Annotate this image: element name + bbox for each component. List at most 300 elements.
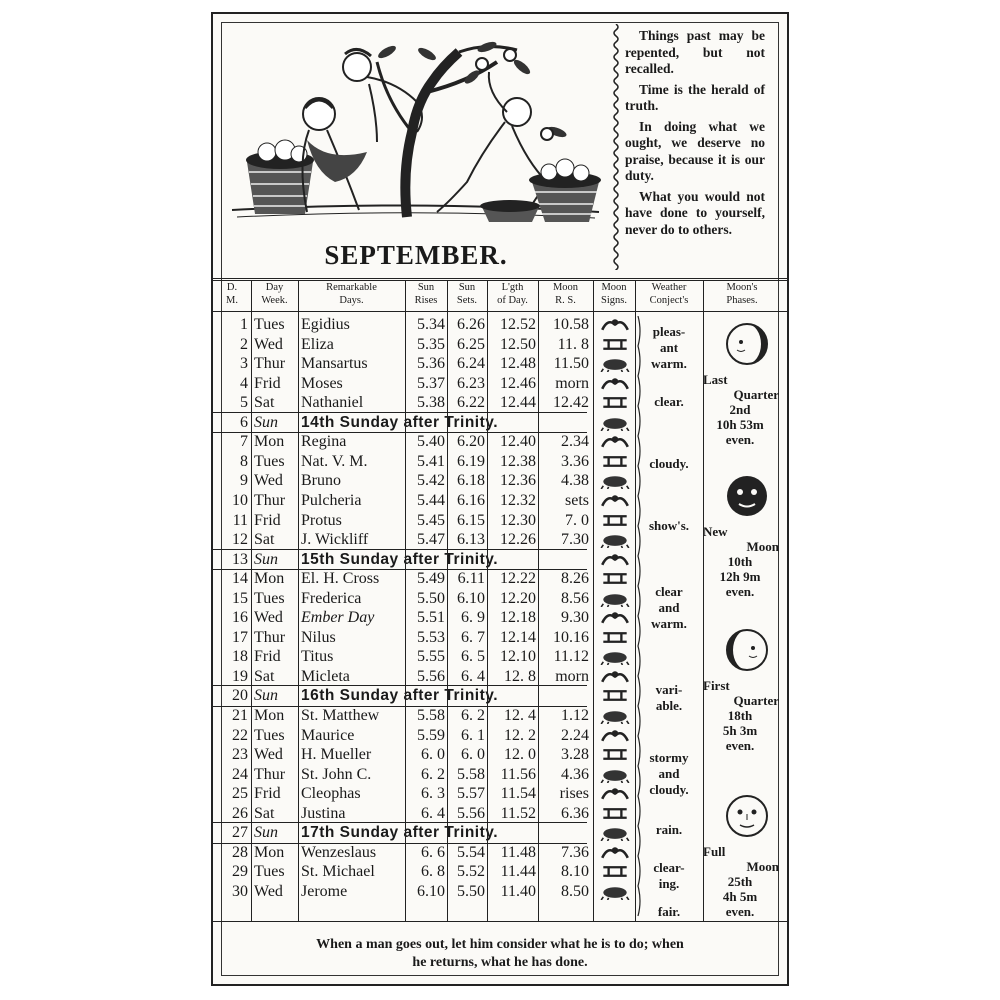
- zodiac-sign-icon: [599, 375, 631, 392]
- moon-phase-name: Full: [703, 844, 726, 859]
- zodiac-sign-icon: [599, 492, 631, 509]
- moon-rise-set: 8.56: [561, 589, 589, 607]
- moon-phase-day: 10th: [727, 554, 753, 569]
- moon-rise-set: sets: [565, 491, 589, 509]
- sun-rises: 6.10: [417, 882, 445, 900]
- sun-sets: 6. 2: [461, 707, 485, 724]
- weather-line: warm.: [651, 616, 687, 631]
- length-of-day: 11.44: [500, 863, 536, 881]
- column-header-line: Conject's: [649, 294, 689, 306]
- day-of-week: Thur: [254, 765, 286, 783]
- zodiac-sign-icon: [599, 472, 631, 489]
- sun-rises: 5.34: [417, 316, 445, 333]
- zodiac-sign-icon: [599, 316, 631, 333]
- weather-conjecture: [635, 860, 703, 892]
- moon-phase-day: 2nd: [729, 402, 751, 417]
- sun-rises: 5.42: [417, 472, 445, 490]
- zodiac-sign-icon: [599, 414, 631, 431]
- sun-rises: 5.35: [417, 335, 445, 353]
- weather-line: warm.: [651, 356, 687, 371]
- column-header-line: Days.: [339, 294, 364, 306]
- column-header-line: Sun: [458, 282, 476, 293]
- day-of-week: Sat: [254, 667, 275, 685]
- length-of-day: 12.40: [500, 433, 536, 451]
- moon-rise-set: 1.12: [561, 707, 589, 724]
- zodiac-sign-icon: [599, 453, 631, 470]
- table-bottom-rule: [213, 921, 787, 922]
- moon-phase-1: [701, 524, 779, 599]
- column-rule: [447, 280, 448, 921]
- zodiac-sign-icon: [599, 512, 631, 529]
- day-of-month: 16: [232, 609, 248, 627]
- column-header-line: Day: [265, 282, 284, 293]
- sunday-title: 15th Sunday after Trinity.: [301, 550, 499, 568]
- column-header-line: Sun: [417, 282, 435, 293]
- column-rule: [487, 280, 488, 921]
- zodiac-sign-icon: [599, 707, 631, 724]
- zodiac-sign-icon: [599, 766, 631, 783]
- length-of-day: 11.40: [500, 882, 536, 900]
- sun-rises: 5.56: [417, 667, 445, 685]
- moon-phase-0: [701, 372, 779, 447]
- sunday-title: 14th Sunday after Trinity.: [301, 413, 499, 431]
- day-of-week: Tues: [254, 863, 285, 881]
- zodiac-sign-icon: [599, 648, 631, 665]
- weather-line: vari-: [655, 682, 683, 697]
- day-of-week: Sat: [254, 804, 275, 822]
- moon-rise-set: 3.36: [561, 452, 589, 470]
- day-of-week: Tues: [254, 589, 285, 607]
- weather-conjecture: [635, 584, 703, 632]
- day-of-month: 11: [232, 511, 248, 529]
- weather-conjecture: [635, 394, 703, 410]
- sun-sets: 6. 0: [461, 746, 485, 764]
- moon-rise-set: 7. 0: [565, 511, 589, 529]
- column-header-line: Moon: [601, 282, 627, 293]
- day-of-month: 5: [240, 394, 248, 412]
- sun-sets: 6.15: [457, 511, 485, 529]
- day-of-month: 3: [240, 355, 248, 373]
- sun-sets: 6.18: [457, 472, 485, 490]
- day-of-week: Frid: [254, 785, 281, 803]
- moon-rise-set: 2.34: [561, 433, 589, 451]
- weather-line: ing.: [658, 876, 680, 891]
- length-of-day: 12.22: [500, 570, 536, 588]
- sun-rises: 5.45: [417, 511, 445, 529]
- maxims-column: [625, 28, 765, 242]
- sun-rises: 5.50: [417, 589, 445, 607]
- zodiac-sign-icon: [599, 531, 631, 548]
- day-of-week: Sun: [254, 413, 278, 431]
- day-of-week: Wed: [254, 882, 283, 900]
- zodiac-sign-icon: [599, 785, 631, 802]
- weather-line: cloudy.: [649, 782, 689, 797]
- zodiac-sign-icon: [599, 394, 631, 411]
- day-of-week: Thur: [254, 628, 286, 646]
- day-of-month: 19: [232, 667, 248, 685]
- column-header-line: L'gth: [501, 282, 524, 293]
- zodiac-sign-icon: [599, 883, 631, 900]
- column-header-line: Moon: [552, 282, 579, 293]
- day-of-week: Mon: [254, 707, 285, 724]
- remarkable-day: Nat. V. M.: [301, 452, 368, 470]
- day-of-week: Mon: [254, 570, 285, 588]
- day-of-week: Tues: [254, 316, 285, 333]
- moon-rise-set: morn: [555, 667, 589, 685]
- weather-line: clear: [655, 584, 683, 599]
- column-header-line: Sets.: [456, 294, 478, 306]
- zodiac-sign-icon: [599, 355, 631, 372]
- almanac-page: [211, 12, 789, 986]
- sun-rises: 5.47: [417, 531, 445, 549]
- remarkable-day: Protus: [301, 511, 342, 529]
- moon-phase-name: Moon: [746, 859, 779, 874]
- zodiac-sign-icon: [599, 668, 631, 685]
- column-header-weather: [635, 282, 703, 326]
- moon-phase-name: Moon: [746, 539, 779, 554]
- sun-sets: 6.25: [457, 335, 485, 353]
- sun-rises: 5.55: [417, 648, 445, 666]
- sun-rises: 6. 2: [421, 765, 445, 783]
- weather-line: show's.: [648, 518, 690, 533]
- remarkable-day: Justina: [301, 804, 346, 822]
- sun-rises: 5.44: [417, 491, 445, 509]
- column-rule: [703, 280, 704, 921]
- day-of-month: 1: [240, 316, 248, 333]
- first-quarter-moon-icon: [725, 628, 769, 672]
- weather-conjecture: [635, 822, 703, 838]
- moon-rise-set: 10.58: [553, 316, 589, 333]
- day-of-month: 28: [232, 843, 248, 861]
- length-of-day: 12.52: [500, 316, 536, 333]
- moon-rise-set: 10.16: [553, 628, 589, 646]
- footer-line: When a man goes out, let him consider what he is to do; when: [316, 937, 684, 952]
- moon-rise-set: 8.10: [561, 863, 589, 881]
- sun-rises: 5.36: [417, 355, 445, 373]
- length-of-day: 11.54: [500, 785, 536, 803]
- length-of-day: 12.20: [500, 589, 536, 607]
- length-of-day: 12. 2: [504, 726, 536, 744]
- moon-phase-when: even.: [725, 738, 755, 753]
- day-of-month: 18: [232, 648, 248, 666]
- remarkable-day: Nathaniel: [301, 394, 364, 412]
- column-header-line: Weather: [651, 282, 687, 293]
- length-of-day: 12.10: [500, 648, 536, 666]
- sun-rises: 5.37: [417, 374, 445, 392]
- footer-line: he returns, what he has done.: [412, 955, 588, 970]
- column-rule: [635, 280, 636, 921]
- length-of-day: 12.48: [500, 355, 536, 373]
- row-rule: [213, 549, 587, 550]
- row-rule: [213, 412, 587, 413]
- day-of-week: Sun: [254, 550, 278, 568]
- day-of-month: 25: [232, 785, 248, 803]
- length-of-day: 12.38: [500, 452, 536, 470]
- sun-sets: 5.58: [457, 765, 485, 783]
- moon-rise-set: 11.50: [553, 355, 589, 373]
- day-of-month: 21: [232, 707, 248, 724]
- day-of-week: Mon: [254, 433, 285, 451]
- zodiac-sign-icon: [599, 805, 631, 822]
- remarkable-day: Titus: [301, 648, 334, 666]
- sun-rises: 5.49: [417, 570, 445, 588]
- moon-phase-time: 5h 3m: [722, 723, 758, 738]
- sunday-title: 17th Sunday after Trinity.: [301, 824, 499, 842]
- remarkable-day: Jerome: [301, 882, 348, 900]
- column-rule: [405, 280, 406, 921]
- wavy-separator: [611, 24, 621, 270]
- remarkable-day: Nilus: [301, 628, 336, 646]
- length-of-day: 11.52: [500, 804, 536, 822]
- moon-rise-set: 4.38: [561, 472, 589, 490]
- length-of-day: 12.46: [500, 374, 536, 392]
- sun-sets: 6. 1: [461, 726, 485, 744]
- column-header-line: Signs.: [601, 294, 627, 306]
- moon-phase-when: even.: [725, 904, 755, 919]
- day-of-week: Frid: [254, 511, 281, 529]
- day-of-week: Wed: [254, 746, 283, 764]
- sun-rises: 5.58: [417, 707, 445, 724]
- column-header-line: of Day.: [497, 294, 528, 306]
- day-of-week: Wed: [254, 335, 283, 353]
- length-of-day: 12. 4: [504, 707, 536, 724]
- sun-rises: 5.38: [417, 394, 445, 412]
- sun-sets: 5.57: [457, 785, 485, 803]
- sunday-title: 16th Sunday after Trinity.: [301, 687, 499, 705]
- sun-sets: 6. 5: [461, 648, 485, 666]
- remarkable-day: Eliza: [301, 335, 334, 353]
- maxim: Time is the herald of truth.: [625, 81, 765, 113]
- last-quarter-moon-icon: [725, 322, 769, 366]
- day-of-week: Tues: [254, 452, 285, 470]
- zodiac-sign-icon: [599, 727, 631, 744]
- sun-rises: 5.40: [417, 433, 445, 451]
- sun-sets: 6.22: [457, 394, 485, 412]
- day-of-week: Sun: [254, 824, 278, 842]
- day-of-month: 26: [232, 804, 248, 822]
- remarkable-day: J. Wickliff: [301, 531, 369, 549]
- weather-line: stormy: [649, 750, 689, 765]
- sun-sets: 6.26: [457, 316, 485, 333]
- length-of-day: 11.48: [500, 843, 536, 861]
- remarkable-day: H. Mueller: [301, 746, 372, 764]
- remarkable-day: Maurice: [301, 726, 355, 744]
- remarkable-day: Pulcheria: [301, 491, 362, 509]
- maxim: Things past may be repented, but not recalled.: [625, 28, 765, 76]
- day-of-month: 7: [240, 433, 248, 451]
- sun-rises: 6. 0: [421, 746, 445, 764]
- column-header-line: Phases.: [726, 294, 758, 306]
- weather-conjecture: [635, 750, 703, 798]
- day-of-month: 12: [232, 531, 248, 549]
- moon-phase-3: [701, 844, 779, 919]
- moon-rise-set: 4.36: [561, 765, 589, 783]
- weather-line: pleas-: [652, 324, 686, 339]
- moon-phase-name: Last: [703, 372, 728, 387]
- weather-line: fair.: [657, 904, 681, 919]
- moon-phase-when: even.: [725, 584, 755, 599]
- moon-phase-time: 4h 5m: [722, 889, 758, 904]
- day-of-week: Wed: [254, 609, 283, 627]
- column-rule: [538, 280, 539, 921]
- column-header-line: Week.: [261, 294, 288, 306]
- day-of-month: 6: [240, 413, 248, 431]
- day-of-month: 8: [240, 452, 248, 470]
- day-of-month: 17: [232, 628, 248, 646]
- weather-line: rain.: [655, 822, 683, 837]
- remarkable-day: Micleta: [301, 667, 350, 685]
- full-moon-moon-icon: [725, 794, 769, 838]
- moon-phase-name: New: [703, 524, 728, 539]
- column-header-phases: [703, 282, 781, 326]
- weather-conjecture: [635, 324, 703, 372]
- month-title: SEPTEMBER.: [324, 240, 508, 270]
- remarkable-day: Moses: [301, 374, 343, 392]
- day-of-week: Mon: [254, 843, 285, 861]
- length-of-day: 12.14: [500, 628, 536, 646]
- moon-rise-set: rises: [559, 785, 589, 803]
- row-rule: [213, 685, 587, 686]
- day-of-week: Tues: [254, 726, 285, 744]
- day-of-week: Sat: [254, 531, 275, 549]
- sun-sets: 5.50: [457, 882, 485, 900]
- day-of-month: 9: [240, 472, 248, 490]
- moon-rise-set: 7.36: [561, 843, 589, 861]
- zodiac-sign-icon: [599, 629, 631, 646]
- cherubs-woodcut-illustration: [227, 22, 605, 222]
- remarkable-day: St. Michael: [301, 863, 375, 881]
- length-of-day: 12.18: [500, 609, 536, 627]
- sun-rises: 5.41: [417, 452, 445, 470]
- sun-rises: 5.51: [417, 609, 445, 627]
- column-rule: [251, 280, 252, 921]
- zodiac-sign-icon: [599, 551, 631, 568]
- sun-sets: 6.24: [457, 355, 485, 373]
- moon-rise-set: 6.36: [561, 804, 589, 822]
- day-of-week: Sun: [254, 687, 278, 705]
- moon-rise-set: 11. 8: [557, 335, 589, 353]
- day-of-month: 24: [232, 765, 248, 783]
- sun-sets: 6.20: [457, 433, 485, 451]
- column-header-line: Rises: [414, 294, 438, 306]
- remarkable-day: Mansartus: [301, 355, 368, 373]
- day-of-week: Frid: [254, 648, 281, 666]
- length-of-day: 12. 8: [504, 667, 536, 685]
- length-of-day: 12.50: [500, 335, 536, 353]
- column-header-line: M.: [226, 294, 238, 306]
- row-rule: [213, 822, 587, 823]
- zodiac-sign-icon: [599, 570, 631, 587]
- moon-phase-day: 25th: [727, 874, 753, 889]
- weather-line: clear.: [654, 394, 684, 409]
- remarkable-day: Ember Day: [301, 609, 375, 627]
- day-of-week: Thur: [254, 355, 286, 373]
- length-of-day: 12.30: [500, 511, 536, 529]
- weather-conjecture: [635, 518, 703, 534]
- weather-line: ant: [659, 340, 679, 355]
- zodiac-sign-icon: [599, 609, 631, 626]
- length-of-day: 12. 0: [504, 746, 536, 764]
- column-header-line: R. S.: [555, 294, 576, 306]
- length-of-day: 12.44: [500, 394, 536, 412]
- sun-sets: 5.52: [457, 863, 485, 881]
- day-of-month: 2: [240, 335, 248, 353]
- remarkable-day: Cleophas: [301, 785, 361, 803]
- new-moon-moon-icon: [725, 474, 769, 518]
- length-of-day: 12.26: [500, 531, 536, 549]
- length-of-day: 11.56: [500, 765, 536, 783]
- day-of-month: 14: [232, 570, 248, 588]
- weather-bracket: [636, 316, 644, 920]
- sun-sets: 6. 9: [461, 609, 485, 627]
- moon-phase-name: First: [703, 678, 730, 693]
- moon-rise-set: 9.30: [561, 609, 589, 627]
- remarkable-day: Regina: [301, 433, 347, 451]
- table-top-rule: [213, 278, 787, 279]
- day-of-month: 20: [232, 687, 248, 705]
- weather-line: and: [658, 600, 680, 615]
- sun-sets: 6.13: [457, 531, 485, 549]
- footer-proverb: [240, 936, 760, 972]
- remarkable-day: St. John C.: [301, 765, 372, 783]
- sun-rises: 5.59: [417, 726, 445, 744]
- day-of-week: Thur: [254, 491, 286, 509]
- weather-line: cloudy.: [649, 456, 689, 471]
- day-of-month: 27: [232, 824, 248, 842]
- weather-conjecture: [635, 904, 703, 920]
- moon-rise-set: 2.24: [561, 726, 589, 744]
- remarkable-day: El. H. Cross: [301, 570, 380, 588]
- day-of-month: 22: [232, 726, 248, 744]
- column-rule: [593, 280, 594, 921]
- day-of-month: 23: [232, 746, 248, 764]
- moon-phase-2: [701, 678, 779, 753]
- day-of-month: 29: [232, 863, 248, 881]
- maxim: In doing what we ought, we deserve no praise, because it is our duty.: [625, 118, 765, 183]
- sun-rises: 5.53: [417, 628, 445, 646]
- moon-phase-time: 10h 53m: [716, 417, 764, 432]
- weather-conjecture: [635, 456, 703, 472]
- moon-rise-set: 7.30: [561, 531, 589, 549]
- day-of-week: Sat: [254, 394, 275, 412]
- column-header-line: D.: [226, 282, 238, 293]
- day-of-month: 15: [232, 589, 248, 607]
- zodiac-sign-icon: [599, 824, 631, 841]
- day-of-month: 4: [240, 374, 248, 392]
- sun-sets: 5.54: [457, 843, 485, 861]
- day-of-month: 30: [232, 882, 248, 900]
- sun-rises: 6. 6: [421, 843, 445, 861]
- sun-sets: 6. 4: [461, 667, 485, 685]
- remarkable-day: Frederica: [301, 589, 362, 607]
- sun-sets: 6.23: [457, 374, 485, 392]
- day-of-week: Wed: [254, 472, 283, 490]
- weather-line: able.: [655, 698, 683, 713]
- maxim: What you would not have done to yourself, never do to others.: [625, 188, 765, 237]
- zodiac-sign-icon: [599, 687, 631, 704]
- zodiac-sign-icon: [599, 590, 631, 607]
- zodiac-sign-icon: [599, 863, 631, 880]
- length-of-day: 12.36: [500, 472, 536, 490]
- moon-phase-day: 18th: [727, 708, 753, 723]
- weather-line: and: [658, 766, 680, 781]
- column-header-line: Remarkable: [326, 282, 377, 293]
- sun-rises: 6. 4: [421, 804, 445, 822]
- column-rule: [298, 280, 299, 921]
- moon-phase-when: even.: [725, 432, 755, 447]
- moon-rise-set: 11.12: [553, 648, 589, 666]
- remarkable-day: Bruno: [301, 472, 341, 490]
